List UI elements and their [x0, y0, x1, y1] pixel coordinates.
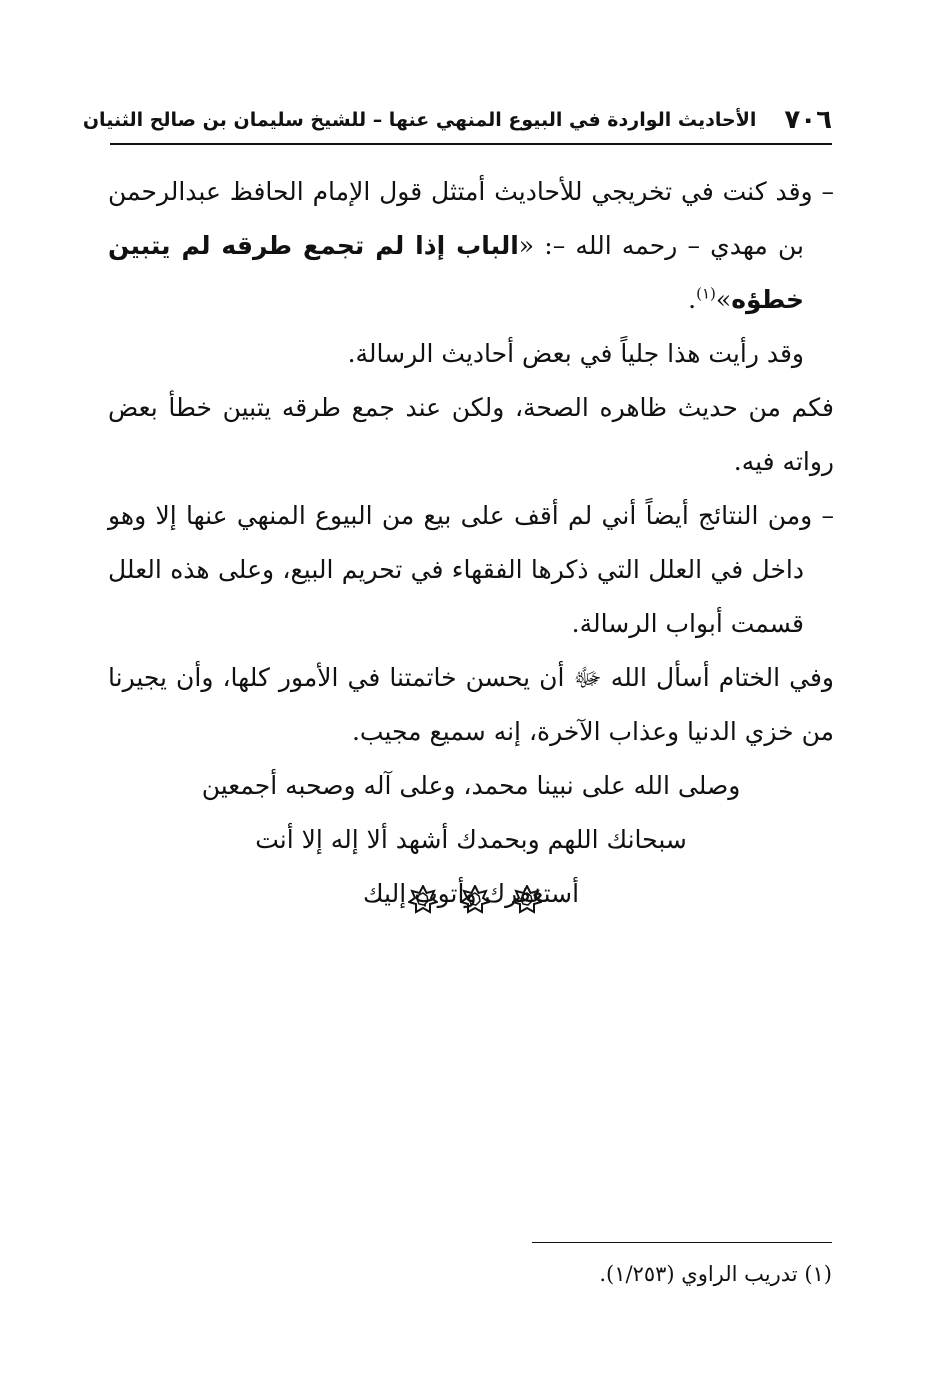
- star-ornament-icon: [460, 885, 490, 915]
- closing-line-2: سبحانك اللهم وبحمدك أشهد ألا إله إلا أنت: [255, 825, 687, 854]
- footnote-reference: (١): [696, 284, 716, 303]
- page-number: ٧٠٦: [784, 105, 832, 135]
- footnote: (١) تدريب الراوي (١/٢٥٣).: [599, 1262, 832, 1286]
- main-text: [108, 165, 834, 921]
- paragraph-hadith-method: [108, 165, 834, 381]
- paragraph-text: مهدي – رحمه الله –: «: [518, 231, 768, 260]
- dash-bullet: –: [812, 501, 835, 530]
- closing-line-1: وصلى الله على نبينا محمد، وعلى آله وصحبه أجمعين: [201, 771, 741, 800]
- quote-close: »: [715, 285, 732, 314]
- dash-bullet: –: [812, 177, 834, 206]
- paragraph-closing-prayer: وفي الختام أسأل الله ﷻ أن يحسن خاتمتنا في الأمور كلها، وأن يجيرنا من خزي الدنيا وعذاب الآخرة، إنه سميع مجيب.: [108, 663, 834, 746]
- period: .: [688, 285, 697, 314]
- closing-line-3: أستغفرك وأتوب إليك: [362, 879, 580, 908]
- star-ornament-icon: [408, 885, 438, 915]
- header-rule: [110, 143, 832, 145]
- footnote-rule: [532, 1242, 832, 1243]
- paragraph-text: ومن النتائج أيضاً أني لم أقف على بيع من البيوع المنهي عنها إلا وهو داخل في العلل التي ذكرها الفقهاء في تحريم البيع، وعلى هذه العلل قسمت أبواب الرسالة.: [108, 501, 813, 638]
- running-title: الأحاديث الواردة في البيوع المنهي عنها – للشيخ سليمان بن صالح الثنيان: [82, 109, 757, 131]
- page-header: [82, 100, 832, 140]
- paragraph-results: [108, 489, 834, 651]
- star-ornament-icon: [512, 885, 542, 915]
- end-ornaments: [0, 885, 949, 915]
- paragraph-line: وقد كنت في تخريجي للأحاديث أمتثل قول الإمام الحافظ عبدالرحمن بن: [108, 177, 813, 260]
- paragraph-hadith-errors: فكم من حديث ظاهره الصحة، ولكن عند جمع طرقه يتبين خطأ بعض رواته فيه.: [108, 393, 834, 476]
- paragraph-line: وقد رأيت هذا جلياً في بعض أحاديث الرسالة.: [347, 339, 804, 368]
- bold-quote: الباب إذا لم تجمع طرقه لم يتبين خطؤه: [108, 231, 804, 314]
